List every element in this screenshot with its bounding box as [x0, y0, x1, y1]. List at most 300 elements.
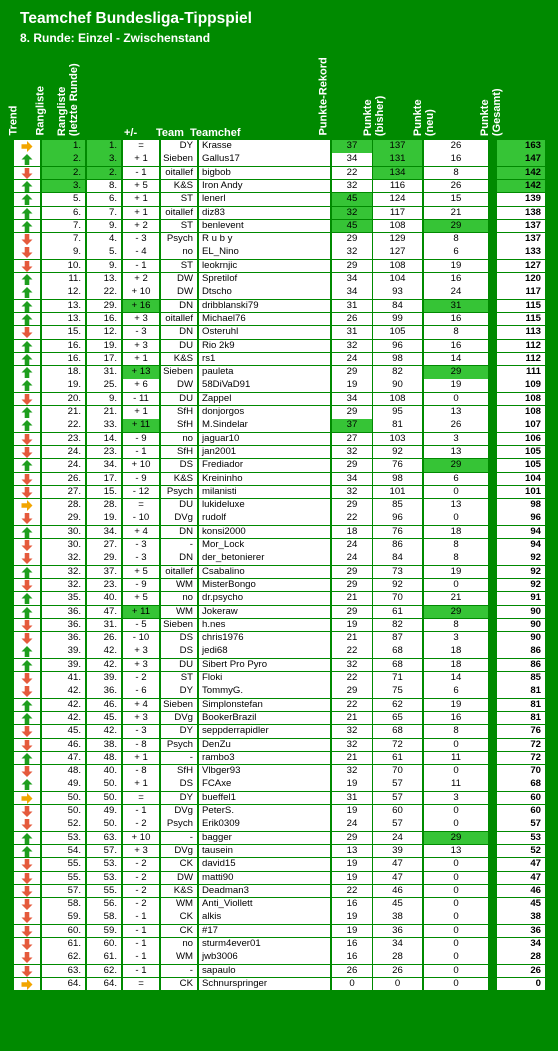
page-title: Teamchef Bundesliga-Tippspiel: [20, 10, 252, 27]
bisher-cell: 101: [373, 486, 422, 499]
gesamt-cell: 147: [497, 153, 545, 166]
arrow-down-icon: [21, 859, 33, 870]
rank-cell: 39.: [42, 645, 85, 658]
table-row: [14, 699, 546, 712]
rank-cell: 41.: [42, 672, 85, 685]
trend-cell: [14, 685, 40, 698]
bisher-cell: 57: [373, 818, 422, 831]
last-rank-cell: 22.: [87, 286, 121, 299]
gesamt-cell: 85: [497, 672, 545, 685]
teamchef-cell: dribblanski79: [199, 300, 330, 313]
teamchef-cell: MisterBongo: [199, 579, 330, 592]
table-row: [14, 911, 546, 924]
gesamt-cell: 90: [497, 619, 545, 632]
rekord-cell: 19: [332, 872, 372, 885]
table-row: [14, 220, 546, 233]
rekord-cell: 24: [332, 552, 372, 565]
diff-cell: + 13: [123, 366, 159, 379]
neu-cell: 26: [424, 180, 488, 193]
gesamt-cell: 113: [497, 326, 545, 339]
trend-cell: [14, 286, 40, 299]
last-rank-cell: 25.: [87, 379, 121, 392]
diff-cell: + 1: [123, 193, 159, 206]
last-rank-cell: 45.: [87, 712, 121, 725]
diff-cell: + 3: [123, 313, 159, 326]
gesamt-cell: 26: [497, 965, 545, 978]
rekord-cell: 32: [332, 446, 372, 459]
neu-cell: 0: [424, 805, 488, 818]
diff-cell: + 2: [123, 273, 159, 286]
last-rank-cell: 23.: [87, 579, 121, 592]
rank-cell: 30.: [42, 539, 85, 552]
neu-cell: 0: [424, 911, 488, 924]
neu-cell: 6: [424, 685, 488, 698]
arrow-up-icon: [21, 846, 33, 857]
arrow-down-icon: [21, 447, 33, 458]
rekord-cell: 34: [332, 153, 372, 166]
rank-cell: 32.: [42, 566, 85, 579]
bisher-cell: 71: [373, 672, 422, 685]
rank-cell: 26.: [42, 473, 85, 486]
team-cell: no: [161, 938, 197, 951]
neu-cell: 21: [424, 592, 488, 605]
gesamt-cell: 60: [497, 792, 545, 805]
teamchef-cell: lenerl: [199, 193, 330, 206]
diff-cell: - 8: [123, 765, 159, 778]
team-cell: ST: [161, 220, 197, 233]
last-rank-cell: 50.: [87, 818, 121, 831]
table-row: [14, 672, 546, 685]
team-cell: K&S: [161, 885, 197, 898]
team-cell: SfH: [161, 765, 197, 778]
teamchef-cell: pauleta: [199, 366, 330, 379]
rekord-cell: 26: [332, 965, 372, 978]
bisher-cell: 117: [373, 207, 422, 220]
table-row: [14, 167, 546, 180]
arrow-up-icon: [21, 354, 33, 365]
gesamt-cell: 81: [497, 685, 545, 698]
last-rank-cell: 9.: [87, 260, 121, 273]
trend-cell: [14, 778, 40, 791]
gesamt-cell: 94: [497, 526, 545, 539]
gesamt-cell: 90: [497, 606, 545, 619]
bisher-cell: 82: [373, 366, 422, 379]
gesamt-cell: 109: [497, 379, 545, 392]
teamchef-cell: konsi2000: [199, 526, 330, 539]
trend-cell: [14, 539, 40, 552]
rank-cell: 2.: [42, 153, 85, 166]
rekord-cell: 31: [332, 326, 372, 339]
gesamt-cell: 81: [497, 699, 545, 712]
gesamt-cell: 60: [497, 805, 545, 818]
gesamt-cell: 108: [497, 406, 545, 419]
last-rank-cell: 53.: [87, 872, 121, 885]
neu-cell: 19: [424, 566, 488, 579]
team-cell: DN: [161, 326, 197, 339]
neu-cell: 8: [424, 539, 488, 552]
last-rank-cell: 21.: [87, 406, 121, 419]
table-row: [14, 872, 546, 885]
gesamt-cell: 45: [497, 898, 545, 911]
rekord-cell: 22: [332, 167, 372, 180]
table-row: [14, 965, 546, 978]
table-row: [14, 539, 546, 552]
gesamt-cell: 36: [497, 925, 545, 938]
last-rank-cell: 50.: [87, 778, 121, 791]
trend-cell: [14, 220, 40, 233]
diff-cell: + 1: [123, 353, 159, 366]
arrow-right-icon: [21, 141, 33, 152]
teamchef-cell: dr.psycho: [199, 592, 330, 605]
arrow-down-icon: [21, 513, 33, 524]
neu-cell: 0: [424, 818, 488, 831]
neu-cell: 0: [424, 393, 488, 406]
last-rank-cell: 5.: [87, 246, 121, 259]
table-row: [14, 419, 546, 432]
bisher-cell: 85: [373, 499, 422, 512]
table-row: [14, 459, 546, 472]
rank-cell: 6.: [42, 207, 85, 220]
arrow-down-icon: [21, 487, 33, 498]
team-cell: DN: [161, 526, 197, 539]
neu-cell: 16: [424, 273, 488, 286]
diff-cell: + 1: [123, 406, 159, 419]
team-cell: DW: [161, 273, 197, 286]
bisher-cell: 108: [373, 393, 422, 406]
diff-cell: - 3: [123, 326, 159, 339]
neu-cell: 13: [424, 406, 488, 419]
diff-cell: - 2: [123, 898, 159, 911]
teamchef-cell: Erik0309: [199, 818, 330, 831]
team-cell: K&S: [161, 180, 197, 193]
team-cell: -: [161, 832, 197, 845]
rank-cell: 7.: [42, 233, 85, 246]
diff-cell: + 5: [123, 592, 159, 605]
arrow-up-icon: [21, 314, 33, 325]
team-cell: DY: [161, 140, 197, 153]
neu-cell: 8: [424, 552, 488, 565]
arrow-down-icon: [21, 686, 33, 697]
table-row: [14, 752, 546, 765]
rank-cell: 45.: [42, 725, 85, 738]
arrow-up-icon: [21, 341, 33, 352]
table-row: [14, 606, 546, 619]
diff-cell: + 11: [123, 419, 159, 432]
last-rank-cell: 40.: [87, 765, 121, 778]
rekord-cell: 32: [332, 246, 372, 259]
table-row: [14, 792, 546, 805]
last-rank-cell: 61.: [87, 951, 121, 964]
team-cell: K&S: [161, 353, 197, 366]
rank-cell: 64.: [42, 978, 85, 991]
rekord-cell: 45: [332, 220, 372, 233]
rekord-cell: 32: [332, 340, 372, 353]
bisher-cell: 96: [373, 340, 422, 353]
rank-cell: 35.: [42, 592, 85, 605]
bisher-cell: 105: [373, 326, 422, 339]
diff-cell: - 1: [123, 805, 159, 818]
rekord-cell: 22: [332, 699, 372, 712]
gesamt-cell: 115: [497, 300, 545, 313]
last-rank-cell: 14.: [87, 433, 121, 446]
table-row: [14, 340, 546, 353]
rank-cell: 61.: [42, 938, 85, 951]
rank-cell: 63.: [42, 965, 85, 978]
rank-cell: 54.: [42, 845, 85, 858]
rekord-cell: 32: [332, 659, 372, 672]
rank-cell: 20.: [42, 393, 85, 406]
neu-cell: 0: [424, 739, 488, 752]
table-row: [14, 153, 546, 166]
team-cell: Psych: [161, 233, 197, 246]
ranking-sheet: Teamchef Bundesliga-Tippspiel 8. Runde: Einzel - Zwischenstand Trend Rangliste Rangliste (letzte Runde) +/- Team Teamchef Punkte-Rekord Punkte (bisher) Punkte (neu) Punkte (Gesamt) 1. 1. = DY Krasse 37 137 26 163 2. 3. + 1 Sieben Gallus17 34 131 16 147 2. 2. - 1 oitallef bigbob 22 134 8 142 3. 8. + 5 K&S Iron Andy 32 116 26 142 5. 6. + 1 ST lenerl 45 124 15 139 6. 7. + 1 oitallef diz83 32 117 21 138 7. 9. + 2 ST benlevent 45 108 29 137 7. 4. - 3 Psych R u b y 29 129 8 137 9. 5. - 4 no EL_Nino 32 127 6 133 10. 9. - 1 ST leokrnjic 29 108 19 127 11. 13. + 2 DW Spretilof 34 104 16 120 12. 22. + 10 DW Dtscho 34 93 24 117 13. 29. + 16 DN dribblanski79 31 84 31 115 13. 16. + 3 oitallef Michael76 26 99 16 115 15. 12. - 3 DN Osteruhl 31 105 8 113 16. 19. + 3 DU Rio 2k9 32 96 16 112 16. 17. + 1 K&S rs1 24 98 14 112 18. 31. + 13 Sieben pauleta 29 82 29 111 19. 25. + 6 DW 58DiVaD91 19 90 19 109 20. 9. - 11 DU Zappel 34 108 0 108 21. 21. + 1 SfH donjorgos 29 95 13 108 22. 33. + 11 SfH M.Sindelar 37 81 26 107 23. 14. - 9 no jaguar10 27 103 3 106 24. 23. - 1 SfH jan2001 32 92 13 105 24. 34. + 10 DS Frediador 29 76 29 105 26. 17. - 9 K&S Kreininho 34 98 6 104 27. 15. - 12 Psych milanisti 32 101 0 101 28. 28. = DU lukideluxe 29 85 13 98 29. 19. - 10 DVg rudolf 22 96 0 96 30. 34. + 4 DN konsi2000 18 76 18 94 30. 27. - 3 - Mor_Lock 24 86 8 94 32. 29. - 3 DN der_betonierer 24 84 8 92 32. 37. + 5 oitallef Csabalino 29 73 19 92 32. 23. - 9 WM MisterBongo 29 92 0 92 35. 40. + 5 no dr.psycho 21 70 21 91 36. 47. + 11 WM Jokeraw 29 61 29 90 36. 31. - 5 Sieben h.nes 19 82 8 90 36. 26. - 10 DS chris1976 21 87 3 90 39. 42. + 3 DS jedi68 22 68 18 86 39. 42. + 3 DU Sibert Pro Pyro 32 68 18 86 41. 39. - 2 ST Floki 22 71 14 85 42. 36. - 6 DY TommyG. 29 75 6 81 42. 46. + 4 Sieben Simplonstefan 22 62 19 81 42. 45. + 3 DVg BookerBrazil 21 65 16 81 45. 42. - 3 DY seppderrapidler 32 68 8 76 46. 38. - 8 Psych DenZu 32 72 0 72 47. 48. + 1 - rambo3 21 61 11 72 48. 40. - 8 SfH Vlbger93 32 70 0 70 49. 50. + 1 DS FCAxe 19 57 11 68 50. 50. = DY bueffel1 31 57 3 60 50. 49. - 1 DVg PeterS. 19 60 0 60 52. 50. - 2 Psych Erik0309 24 57 0 57 53. 63. + 10 - bagger 29 24 29 53 54. 57. + 3 DVg tausein 13 39 13 52 55. 53. - 2 CK david15 19 47 0 47 55. 53. - 2 DW matti90 19 47 0 47 57. 55. - 2 K&S Deadman3 22 46 0 46 58. 56. - 2 WM Anti_Viollett 16 45 0 45 59. 58. - 1 CK alkis 19 38 0 38 60. 59. - 1 CK #17 19 36 0 36 61. 60. - 1 no sturm4ever01 16 34 0 34 62. 61. - 1 WM jwb3006 16 28 0 28 63. 62. - 1 - sapaulo 26 26 0 26 64. 64. = CK Schnurspringer 0 0 0 0: [0, 0, 558, 1051]
rekord-cell: 34: [332, 273, 372, 286]
teamchef-cell: lukideluxe: [199, 499, 330, 512]
table-row: [14, 778, 546, 791]
rekord-cell: 21: [332, 632, 372, 645]
neu-cell: 26: [424, 419, 488, 432]
last-rank-cell: 58.: [87, 911, 121, 924]
table-row: [14, 725, 546, 738]
rekord-cell: 27: [332, 433, 372, 446]
trend-cell: [14, 832, 40, 845]
gesamt-cell: 46: [497, 885, 545, 898]
rank-cell: 30.: [42, 526, 85, 539]
last-rank-cell: 62.: [87, 965, 121, 978]
team-cell: CK: [161, 925, 197, 938]
arrow-down-icon: [21, 234, 33, 245]
arrow-down-icon: [21, 926, 33, 937]
gesamt-cell: 137: [497, 233, 545, 246]
arrow-up-icon: [21, 287, 33, 298]
rank-cell: 50.: [42, 805, 85, 818]
rekord-cell: 19: [332, 911, 372, 924]
last-rank-cell: 34.: [87, 459, 121, 472]
bisher-cell: 84: [373, 300, 422, 313]
trend-cell: [14, 459, 40, 472]
last-rank-cell: 27.: [87, 539, 121, 552]
rekord-cell: 29: [332, 260, 372, 273]
teamchef-cell: jwb3006: [199, 951, 330, 964]
teamchef-cell: Vlbger93: [199, 765, 330, 778]
trend-cell: [14, 818, 40, 831]
teamchef-cell: der_betonierer: [199, 552, 330, 565]
gesamt-cell: 139: [497, 193, 545, 206]
arrow-down-icon: [21, 540, 33, 551]
table-row: [14, 739, 546, 752]
teamchef-cell: Mor_Lock: [199, 539, 330, 552]
trend-cell: [14, 579, 40, 592]
trend-cell: [14, 978, 40, 991]
trend-cell: [14, 260, 40, 273]
rekord-cell: 13: [332, 845, 372, 858]
trend-cell: [14, 765, 40, 778]
rekord-cell: 29: [332, 233, 372, 246]
rank-cell: 57.: [42, 885, 85, 898]
diff-cell: + 1: [123, 153, 159, 166]
diff-cell: + 5: [123, 566, 159, 579]
trend-cell: [14, 180, 40, 193]
bisher-cell: 75: [373, 685, 422, 698]
bisher-cell: 36: [373, 925, 422, 938]
last-rank-cell: 36.: [87, 685, 121, 698]
trend-cell: [14, 712, 40, 725]
arrow-up-icon: [21, 713, 33, 724]
bisher-cell: 46: [373, 885, 422, 898]
trend-cell: [14, 207, 40, 220]
last-rank-cell: 12.: [87, 326, 121, 339]
arrow-up-icon: [21, 567, 33, 578]
trend-cell: [14, 433, 40, 446]
neu-cell: 29: [424, 220, 488, 233]
diff-cell: + 3: [123, 645, 159, 658]
teamchef-cell: 58DiVaD91: [199, 379, 330, 392]
diff-cell: - 2: [123, 672, 159, 685]
arrow-down-icon: [21, 806, 33, 817]
arrow-down-icon: [21, 633, 33, 644]
arrow-up-icon: [21, 779, 33, 790]
teamchef-cell: Krasse: [199, 140, 330, 153]
bisher-cell: 34: [373, 938, 422, 951]
trend-cell: [14, 805, 40, 818]
table-row: [14, 486, 546, 499]
trend-cell: [14, 273, 40, 286]
team-cell: DU: [161, 659, 197, 672]
trend-cell: [14, 792, 40, 805]
teamchef-cell: Schnurspringer: [199, 978, 330, 991]
neu-cell: 16: [424, 712, 488, 725]
teamchef-cell: sapaulo: [199, 965, 330, 978]
rank-cell: 42.: [42, 685, 85, 698]
diff-cell: - 9: [123, 579, 159, 592]
diff-cell: + 5: [123, 180, 159, 193]
rank-cell: 36.: [42, 619, 85, 632]
last-rank-cell: 7.: [87, 207, 121, 220]
teamchef-cell: Zappel: [199, 393, 330, 406]
last-rank-cell: 55.: [87, 885, 121, 898]
rekord-cell: 19: [332, 925, 372, 938]
rank-cell: 13.: [42, 313, 85, 326]
bisher-cell: 68: [373, 645, 422, 658]
table-row: [14, 260, 546, 273]
neu-cell: 19: [424, 699, 488, 712]
trend-cell: [14, 645, 40, 658]
rank-cell: 11.: [42, 273, 85, 286]
neu-cell: 29: [424, 459, 488, 472]
arrow-up-icon: [21, 380, 33, 391]
arrow-down-icon: [21, 327, 33, 338]
rank-cell: 46.: [42, 739, 85, 752]
team-cell: SfH: [161, 446, 197, 459]
teamchef-cell: Sibert Pro Pyro: [199, 659, 330, 672]
arrow-up-icon: [21, 208, 33, 219]
last-rank-cell: 9.: [87, 393, 121, 406]
rekord-cell: 45: [332, 193, 372, 206]
trend-cell: [14, 512, 40, 525]
arrow-up-icon: [21, 593, 33, 604]
team-cell: DVg: [161, 712, 197, 725]
diff-cell: + 11: [123, 606, 159, 619]
arrow-up-icon: [21, 607, 33, 618]
team-cell: ST: [161, 260, 197, 273]
last-rank-cell: 17.: [87, 353, 121, 366]
gesamt-cell: 86: [497, 659, 545, 672]
rank-cell: 53.: [42, 832, 85, 845]
bisher-cell: 92: [373, 579, 422, 592]
team-cell: DY: [161, 685, 197, 698]
rank-cell: 9.: [42, 246, 85, 259]
teamchef-cell: Kreininho: [199, 473, 330, 486]
rank-cell: 27.: [42, 486, 85, 499]
team-cell: oitallef: [161, 313, 197, 326]
table-row: [14, 326, 546, 339]
arrow-down-icon: [21, 873, 33, 884]
bisher-cell: 39: [373, 845, 422, 858]
table-row: [14, 951, 546, 964]
rekord-cell: 22: [332, 672, 372, 685]
table-row: [14, 366, 546, 379]
gesamt-cell: 47: [497, 872, 545, 885]
gesamt-cell: 107: [497, 419, 545, 432]
trend-cell: [14, 300, 40, 313]
arrow-down-icon: [21, 766, 33, 777]
gesamt-cell: 108: [497, 393, 545, 406]
table-row: [14, 433, 546, 446]
bisher-cell: 47: [373, 858, 422, 871]
diff-cell: - 2: [123, 818, 159, 831]
team-cell: K&S: [161, 473, 197, 486]
teamchef-cell: diz83: [199, 207, 330, 220]
gesamt-cell: 90: [497, 632, 545, 645]
diff-cell: + 10: [123, 286, 159, 299]
trend-cell: [14, 925, 40, 938]
arrow-up-icon: [21, 181, 33, 192]
trend-cell: [14, 246, 40, 259]
rank-cell: 36.: [42, 632, 85, 645]
teamchef-cell: Frediador: [199, 459, 330, 472]
header-teamchef: Teamchef: [190, 127, 241, 139]
teamchef-cell: EL_Nino: [199, 246, 330, 259]
trend-cell: [14, 526, 40, 539]
last-rank-cell: 23.: [87, 446, 121, 459]
neu-cell: 14: [424, 353, 488, 366]
rekord-cell: 37: [332, 140, 372, 153]
gesamt-cell: 94: [497, 539, 545, 552]
last-rank-cell: 34.: [87, 526, 121, 539]
diff-cell: =: [123, 499, 159, 512]
diff-cell: + 3: [123, 659, 159, 672]
rank-cell: 42.: [42, 712, 85, 725]
neu-cell: 0: [424, 938, 488, 951]
rekord-cell: 21: [332, 592, 372, 605]
rank-cell: 1.: [42, 140, 85, 153]
bisher-cell: 95: [373, 406, 422, 419]
last-rank-cell: 29.: [87, 300, 121, 313]
team-cell: WM: [161, 579, 197, 592]
neu-cell: 0: [424, 765, 488, 778]
gesamt-cell: 70: [497, 765, 545, 778]
last-rank-cell: 19.: [87, 512, 121, 525]
arrow-up-icon: [21, 527, 33, 538]
table-row: [14, 632, 546, 645]
last-rank-cell: 38.: [87, 739, 121, 752]
trend-cell: [14, 419, 40, 432]
gesamt-cell: 104: [497, 473, 545, 486]
rekord-cell: 29: [332, 566, 372, 579]
bisher-cell: 76: [373, 459, 422, 472]
rekord-cell: 22: [332, 645, 372, 658]
rank-cell: 60.: [42, 925, 85, 938]
